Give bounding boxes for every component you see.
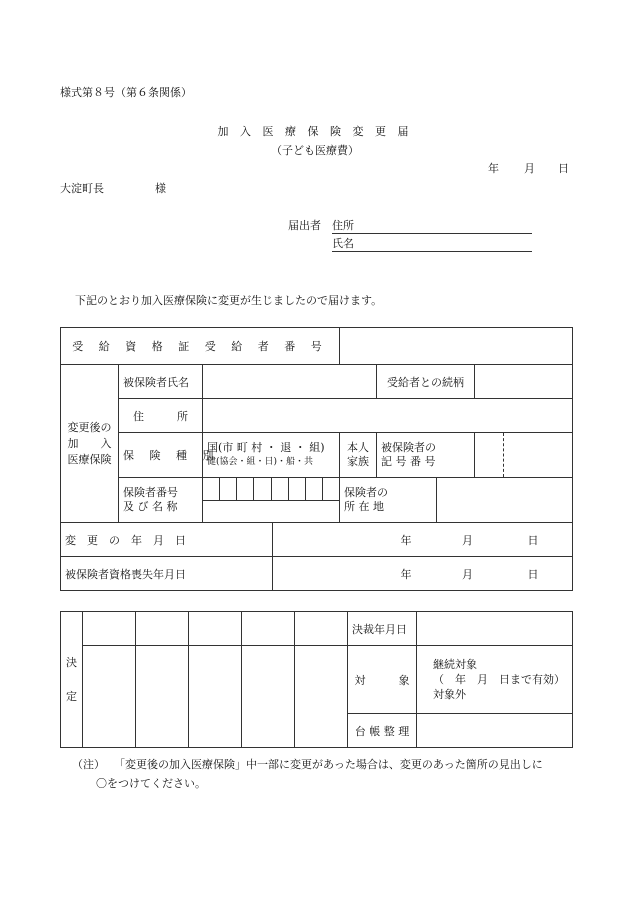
stamp-cell-bottom-4[interactable] xyxy=(242,646,295,748)
target-options[interactable] xyxy=(417,646,573,714)
insurer-location-label: 保険者の 所 在 地 xyxy=(340,478,437,523)
insurer-number-digits xyxy=(203,478,339,500)
ledger-label: 台 帳 整 理 xyxy=(348,714,417,748)
applicant-address-field[interactable] xyxy=(332,217,532,234)
loss-date-label: 被保険者資格喪失年月日 xyxy=(61,557,273,591)
family-label: 家族 xyxy=(347,455,370,468)
target-label: 対 象 xyxy=(348,646,417,714)
decision-date-label: 決裁年月日 xyxy=(348,612,417,646)
stamp-cell-bottom-3[interactable] xyxy=(189,646,242,748)
insurance-type-line-2: 健(協会・組・日)・船・共 xyxy=(207,457,314,467)
decision-date-field[interactable] xyxy=(417,612,573,646)
form-number: 様式第８号（第６条関係） xyxy=(60,86,192,99)
date-month: 月 xyxy=(524,162,535,175)
insurance-type-options[interactable] xyxy=(203,433,340,478)
cert-number-field[interactable] xyxy=(340,328,573,365)
target-valid-until: （ 年 月 日まで有効） xyxy=(433,673,565,686)
ledger-field[interactable] xyxy=(417,714,573,748)
relation-field[interactable] xyxy=(475,365,573,399)
insured-name-field[interactable] xyxy=(203,365,377,399)
stamp-cell-top-4[interactable] xyxy=(242,612,295,646)
stamp-cell-top-2[interactable] xyxy=(136,612,189,646)
section-label: 変更後の 加 入 医療保険 xyxy=(61,365,119,523)
insured-symbol-label: 被保険者の 記 号 番 号 xyxy=(377,433,475,478)
stamp-cell-bottom-5[interactable] xyxy=(295,646,348,748)
stamp-cell-bottom-1[interactable] xyxy=(83,646,136,748)
date-year: 年 xyxy=(488,162,499,175)
self-label: 本人 xyxy=(347,441,370,454)
change-date-label: 変 更 の 年 月 日 xyxy=(61,523,273,557)
form-title: 加 入 医 療 保 険 変 更 届 xyxy=(217,125,413,138)
address-field[interactable] xyxy=(203,399,573,433)
self-family-options[interactable] xyxy=(340,433,377,478)
intro-text: 下記のとおり加入医療保険に変更が生じましたので届けます。 xyxy=(75,294,383,307)
addressee-honorific: 様 xyxy=(155,182,166,195)
form-subtitle: （子ども医療費） xyxy=(271,144,359,157)
decision-table xyxy=(60,611,573,748)
stamp-cell-top-5[interactable] xyxy=(295,612,348,646)
addressee-name: 大淀町長 xyxy=(60,182,104,195)
address-label: 住 所 xyxy=(119,399,203,433)
insurance-type-label: 保 険 種 別 xyxy=(119,433,203,478)
stamp-cell-top-3[interactable] xyxy=(189,612,242,646)
date-day: 日 xyxy=(558,162,569,175)
stamp-cell-top-1[interactable] xyxy=(83,612,136,646)
applicant-name-field[interactable] xyxy=(332,235,532,252)
insurer-name-field[interactable] xyxy=(203,501,339,522)
insurer-location-field[interactable] xyxy=(437,478,573,523)
applicant-label: 届出者 xyxy=(288,219,321,232)
relation-label: 受給者との続柄 xyxy=(377,365,475,399)
applicant-name-label: 氏名 xyxy=(332,237,354,250)
applicant-address-label: 住所 xyxy=(332,219,354,232)
insurance-type-line-1: 国(市 町 村 ・ 退 ・ 組) xyxy=(207,441,325,454)
change-date-field[interactable]: 年 月 日 xyxy=(273,523,573,557)
stamp-cell-bottom-2[interactable] xyxy=(136,646,189,748)
note-prefix: （注） xyxy=(72,758,105,771)
loss-date-field[interactable]: 年 月 日 xyxy=(273,557,573,591)
insurer-number-label: 保険者番号 及 び 名 称 xyxy=(119,478,203,523)
note-line-2: 〇をつけてください。 xyxy=(96,777,206,790)
target-continue: 継続対象 xyxy=(433,658,477,671)
note-line-1: 「変更後の加入医療保険」中一部に変更があった場合は、変更のあった箇所の見出しに xyxy=(114,758,543,771)
insurer-number-field[interactable] xyxy=(203,478,340,523)
target-excluded: 対象外 xyxy=(433,688,466,701)
main-table xyxy=(60,327,573,591)
insured-name-label: 被保険者氏名 xyxy=(119,365,203,399)
decision-label: 決 定 xyxy=(61,612,83,748)
insured-symbol-field[interactable] xyxy=(475,433,573,478)
cert-number-label: 受 給 資 格 証 受 給 者 番 号 xyxy=(61,328,340,365)
